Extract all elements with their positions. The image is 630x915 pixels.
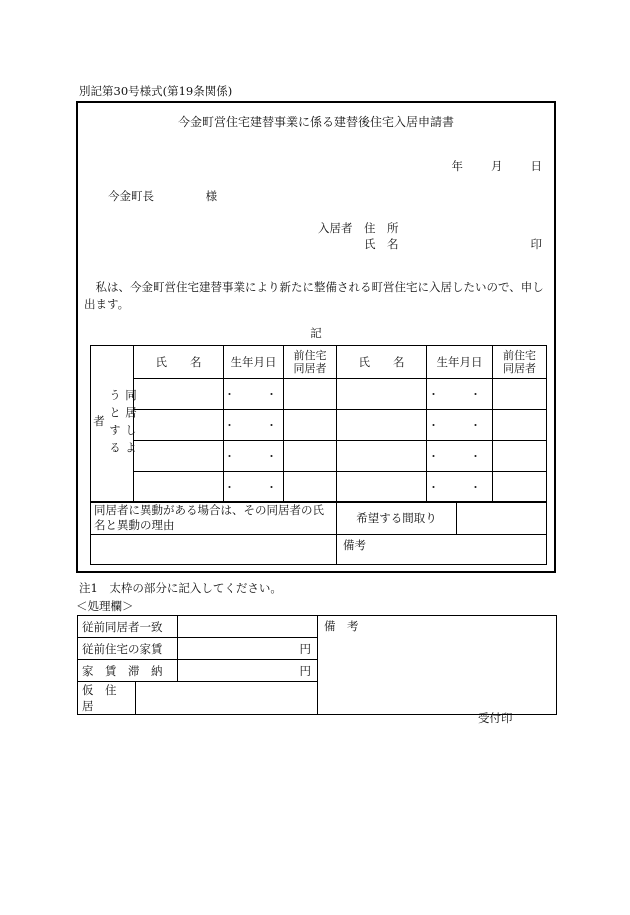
- processing-value-rent-arrears[interactable]: 円: [178, 660, 318, 682]
- household-row: [91, 441, 547, 472]
- member-name-cell[interactable]: [134, 410, 224, 441]
- processing-value-prev-rent[interactable]: 円: [178, 638, 318, 660]
- member-prev-cohabitant-cell[interactable]: [284, 410, 337, 441]
- processing-label-prev-rent: [78, 638, 178, 660]
- member-birthdate-cell[interactable]: ・ ・: [224, 410, 284, 441]
- household-table: [90, 345, 547, 503]
- date-day: 日: [530, 159, 542, 173]
- receipt-stamp-label: 受付印: [478, 711, 513, 725]
- date-year: 年: [451, 159, 463, 173]
- household-row: [91, 379, 547, 410]
- change-reason-field[interactable]: [91, 535, 337, 565]
- member-prev-cohabitant-cell[interactable]: [493, 379, 547, 410]
- household-header-row: [91, 346, 547, 379]
- member-birthdate-cell[interactable]: ・ ・: [427, 472, 493, 503]
- header-name-2: 氏 名: [337, 346, 427, 379]
- processing-label-temp-residence: [78, 682, 136, 715]
- change-reason-table: [90, 501, 547, 565]
- member-birthdate-cell[interactable]: ・ ・: [427, 410, 493, 441]
- member-name-cell[interactable]: [134, 472, 224, 503]
- member-name-cell[interactable]: [337, 410, 427, 441]
- processing-heading: ＜処理欄＞: [76, 599, 134, 613]
- household-side-label: 同居しようとする者: [92, 389, 138, 459]
- household-row: [91, 410, 547, 441]
- member-birthdate-cell[interactable]: ・ ・: [224, 379, 284, 410]
- applicant-label: 入居者: [318, 221, 353, 235]
- application-form-frame: [76, 101, 556, 573]
- processing-label-text: 仮 住 居: [82, 683, 128, 713]
- member-birthdate-cell[interactable]: ・ ・: [427, 441, 493, 472]
- fill-in-note: 注1 太枠の部分に記入してください。: [79, 581, 282, 595]
- processing-label-text: 従前住宅の家賃: [82, 641, 163, 656]
- member-name-cell[interactable]: [337, 441, 427, 472]
- member-prev-cohabitant-cell[interactable]: [284, 472, 337, 503]
- header-birthdate-1: 生年月日: [224, 346, 284, 379]
- desired-layout-label: 希望する間取り: [337, 502, 457, 535]
- member-birthdate-cell[interactable]: ・ ・: [427, 379, 493, 410]
- header-prev-cohabitant-2: 前住宅同居者: [493, 346, 547, 379]
- header-name-1: 氏 名: [134, 346, 224, 379]
- household-row: [91, 472, 547, 503]
- processing-label-text: 家 賃 滞 納: [82, 663, 163, 678]
- member-birthdate-cell[interactable]: ・ ・: [224, 472, 284, 503]
- form-reference: 別記第30号様式(第19条関係): [79, 84, 233, 98]
- processing-value-temp-residence[interactable]: [136, 682, 318, 715]
- processing-value-cohabitant-match[interactable]: [178, 616, 318, 638]
- processing-remarks-label: 備 考: [324, 619, 359, 633]
- ki-label: 記: [310, 326, 322, 340]
- member-name-cell[interactable]: [134, 441, 224, 472]
- member-prev-cohabitant-cell[interactable]: [493, 410, 547, 441]
- date-line: [452, 158, 543, 174]
- member-prev-cohabitant-cell[interactable]: [284, 379, 337, 410]
- member-prev-cohabitant-cell[interactable]: [493, 472, 547, 503]
- header-prev-cohabitant-1: 前住宅同居者: [284, 346, 337, 379]
- processing-label-text: 従前同居者一致: [82, 619, 163, 634]
- processing-table: [77, 615, 557, 715]
- member-birthdate-cell[interactable]: ・ ・: [224, 441, 284, 472]
- header-birthdate-2: 生年月日: [427, 346, 493, 379]
- applicant-seal: 印: [530, 237, 542, 251]
- addressee: [108, 188, 217, 204]
- application-statement: 私は、今金町営住宅建替事業により新たに整備される町営住宅に入居したいので、申し出ます。: [84, 280, 544, 311]
- addressee-name: 今金町長: [108, 189, 154, 203]
- remarks-label: 備考: [343, 538, 366, 552]
- processing-label-cohabitant-match: [78, 616, 178, 638]
- date-month: 月: [491, 159, 503, 173]
- applicant-address-label: 住 所: [364, 221, 399, 235]
- addressee-honorific: 様: [205, 189, 218, 203]
- member-name-cell[interactable]: [134, 379, 224, 410]
- member-prev-cohabitant-cell[interactable]: [493, 441, 547, 472]
- processing-remarks-cell[interactable]: [318, 616, 557, 715]
- member-prev-cohabitant-cell[interactable]: [284, 441, 337, 472]
- remarks-field[interactable]: [337, 535, 547, 565]
- applicant-name-label: 氏 名: [364, 237, 399, 251]
- household-side-label-cell: [91, 346, 138, 503]
- processing-label-rent-arrears: [78, 660, 178, 682]
- desired-layout-field[interactable]: [457, 502, 547, 535]
- member-name-cell[interactable]: [337, 379, 427, 410]
- change-reason-label: 同居者に異動がある場合は、その同居者の氏名と異動の理由: [91, 502, 337, 535]
- member-name-cell[interactable]: [337, 472, 427, 503]
- form-title: 今金町営住宅建替事業に係る建替後住宅入居申請書: [177, 115, 454, 129]
